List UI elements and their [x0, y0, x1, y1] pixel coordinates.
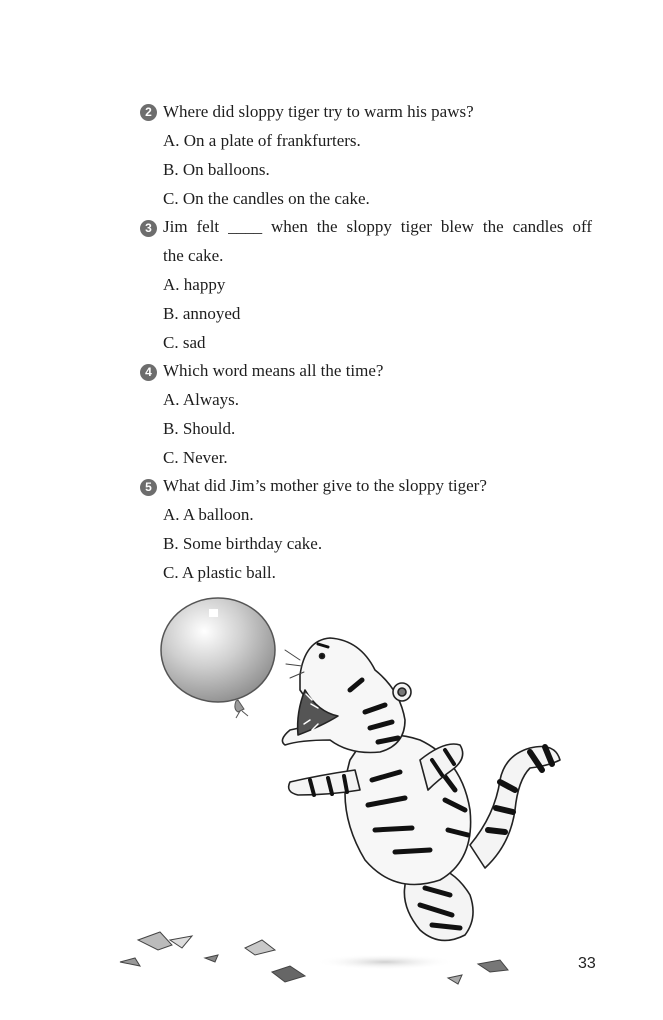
- question-text: Which word means all the time?: [163, 361, 384, 380]
- answer-option: B. Some birthday cake.: [163, 534, 323, 553]
- question-number-badge: 3: [140, 220, 157, 237]
- answer-option: C. On the candles on the cake.: [163, 189, 370, 208]
- question-text: What did Jim’s mother give to the sloppy tiger?: [163, 476, 487, 495]
- question-number-badge: 2: [140, 104, 157, 121]
- question-number-badge: 5: [140, 479, 157, 496]
- tiger-balloon-illustration: [100, 585, 600, 1015]
- answer-option: B. Should.: [163, 419, 236, 438]
- answer-option: B. On balloons.: [163, 160, 270, 179]
- answer-option: C. sad: [163, 333, 206, 352]
- answer-option: A. happy: [163, 275, 226, 294]
- answer-option: A. On a plate of frankfurters.: [163, 131, 361, 150]
- answer-option: C. A plastic ball.: [163, 563, 276, 582]
- page-number: 33: [578, 955, 596, 972]
- question-text: Jim felt ____ when the sloppy tiger blew the candles off: [163, 217, 592, 236]
- answer-option: C. Never.: [163, 448, 228, 467]
- question-number-badge: 4: [140, 364, 157, 381]
- question-text-continuation: the cake.: [163, 246, 224, 265]
- balloon-icon: [161, 598, 275, 718]
- answer-option: B. annoyed: [163, 304, 241, 323]
- ground-shadow: [315, 954, 455, 970]
- answer-option: A. Always.: [163, 390, 240, 409]
- question-text: Where did sloppy tiger try to warm his paws?: [163, 102, 474, 121]
- tiger-icon: [282, 638, 560, 940]
- answer-option: A. A balloon.: [163, 505, 254, 524]
